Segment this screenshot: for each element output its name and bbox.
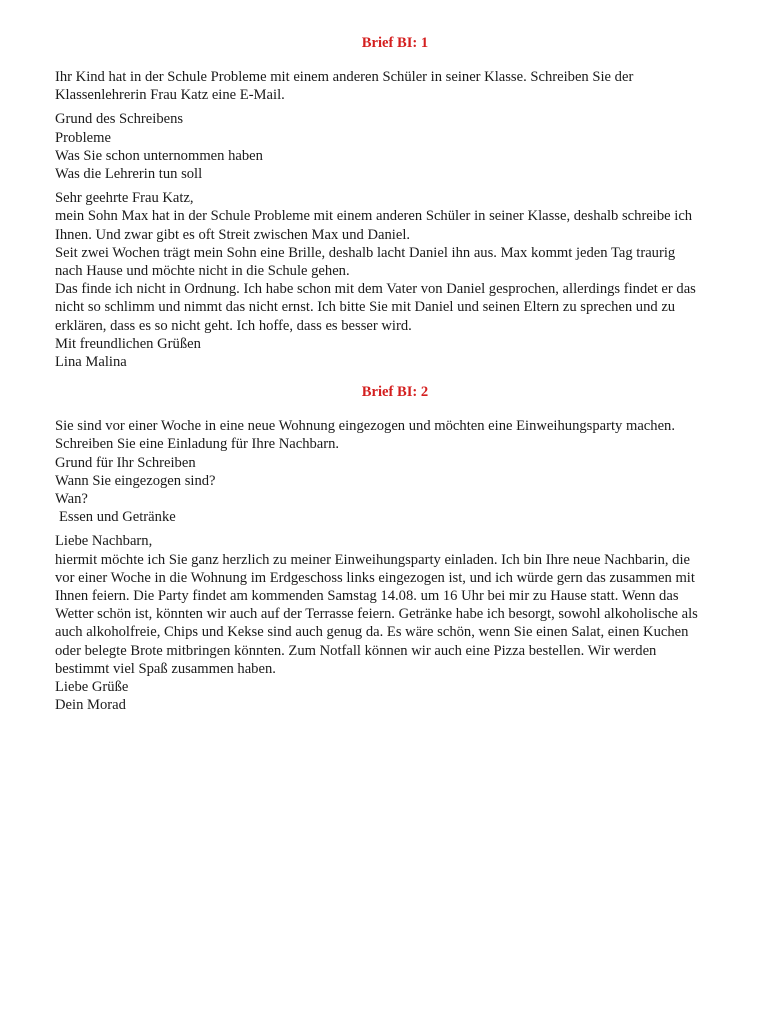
brief-1-title: Brief BI: 1	[361, 35, 429, 51]
brief-2-letter-line: Liebe Nachbarn,	[55, 533, 153, 550]
brief-2-task-line: Grund für Ihr Schreiben	[55, 454, 196, 471]
brief-1-point: Was die Lehrerin tun soll	[55, 166, 203, 183]
brief-1-task	[55, 68, 735, 104]
brief-1-task-line: Ihr Kind hat in der Schule Probleme mit einem anderen Schüler in seiner Klasse. Schreiben Sie der	[55, 69, 634, 85]
brief-2-task-line: Wan?	[55, 491, 88, 508]
brief-2-letter-line: Liebe Grüße	[55, 679, 129, 696]
brief-2-task	[55, 417, 735, 526]
brief-2-letter-line: Dein Morad	[55, 697, 126, 714]
brief-1-letter-line: nicht so schlimm und nimmt das nicht ernst. Ich bitte Sie mit Daniel und seinen Eltern zu sprechen und zu	[55, 299, 676, 316]
brief-1-task-line: Klassenlehrerin Frau Katz eine E-Mail.	[55, 87, 285, 104]
brief-2-title: Brief BI: 2	[361, 384, 429, 401]
brief-2-letter-line: hiermit möchte ich Sie ganz herzlich zu meiner Einweihungsparty einladen. Ich bin Ihre neue Nachbarin, die	[55, 551, 690, 568]
document-page	[55, 34, 735, 721]
brief-2-task-line: Wann Sie eingezogen sind?	[55, 472, 216, 489]
brief-2-letter	[55, 532, 735, 714]
brief-2-letter-line: Wetter schön ist, könnten wir auch auf der Terrasse feiern. Getränke habe ich besorgt, sowohl alkoholische als	[55, 606, 698, 623]
brief-2-letter-line: Ihnen feiern. Die Party findet am kommenden Samstag 14.08. um 16 Uhr bei mir zu Hause statt. Wenn das	[55, 588, 679, 605]
brief-2-letter-line: vor einer Woche in die Wohnung im Erdgeschoss links eingezogen ist, und ich würde gern das zusammen mit	[55, 569, 695, 586]
brief-1-letter-line: erklären, dass es so nicht geht. Ich hoffe, dass es besser wird.	[55, 317, 412, 334]
brief-2-letter-line: oder belegte Brote mitbringen könnten. Zum Notfall können wir auch eine Pizza bestellen. Wir werden	[55, 642, 657, 659]
brief-2-task-line: Schreiben Sie eine Einladung für Ihre Nachbarn.	[55, 436, 340, 453]
brief-1-letter-line: mein Sohn Max hat in der Schule Probleme mit einem anderen Schüler in seiner Klasse, deshalb schreibe ich	[55, 208, 693, 225]
brief-1-points	[55, 110, 735, 183]
brief-1-letter-line: nach Hause und möchte nicht in die Schule gehen.	[55, 263, 350, 280]
brief-2-letter-line: auch alkoholfreie, Chips und Kekse sind auch genug da. Es wäre schön, wenn Sie einen Salat, einen Kuchen	[55, 624, 689, 641]
brief-2-task-line: Essen und Getränke	[59, 509, 176, 526]
brief-1-letter-line: Lina Malina	[55, 354, 127, 371]
brief-1-letter-line: Mit freundlichen Grüßen	[55, 335, 201, 352]
brief-1-letter	[55, 189, 735, 371]
brief-1-letter-line: Seit zwei Wochen trägt mein Sohn eine Brille, deshalb lacht Daniel ihn aus. Max kommt jeden Tag traurig	[55, 244, 676, 261]
brief-2-task-line: Sie sind vor einer Woche in eine neue Wohnung eingezogen und möchten eine Einweihungsparty machen.	[55, 418, 676, 435]
brief-1-point: Was Sie schon unternommen haben	[55, 147, 263, 164]
brief-2-letter-line: bestimmt viel Spaß zusammen haben.	[55, 660, 276, 677]
brief-1-point: Grund des Schreibens	[55, 111, 184, 128]
brief-1-letter-line: Das finde ich nicht in Ordnung. Ich habe schon mit dem Vater von Daniel gesprochen, allerdings findet er das	[55, 281, 696, 298]
brief-1-letter-line: Ihnen. Und zwar gibt es oft Streit zwischen Max und Daniel.	[55, 226, 411, 243]
brief-1-letter-line: Sehr geehrte Frau Katz,	[55, 190, 194, 207]
brief-1-point: Probleme	[55, 129, 111, 146]
